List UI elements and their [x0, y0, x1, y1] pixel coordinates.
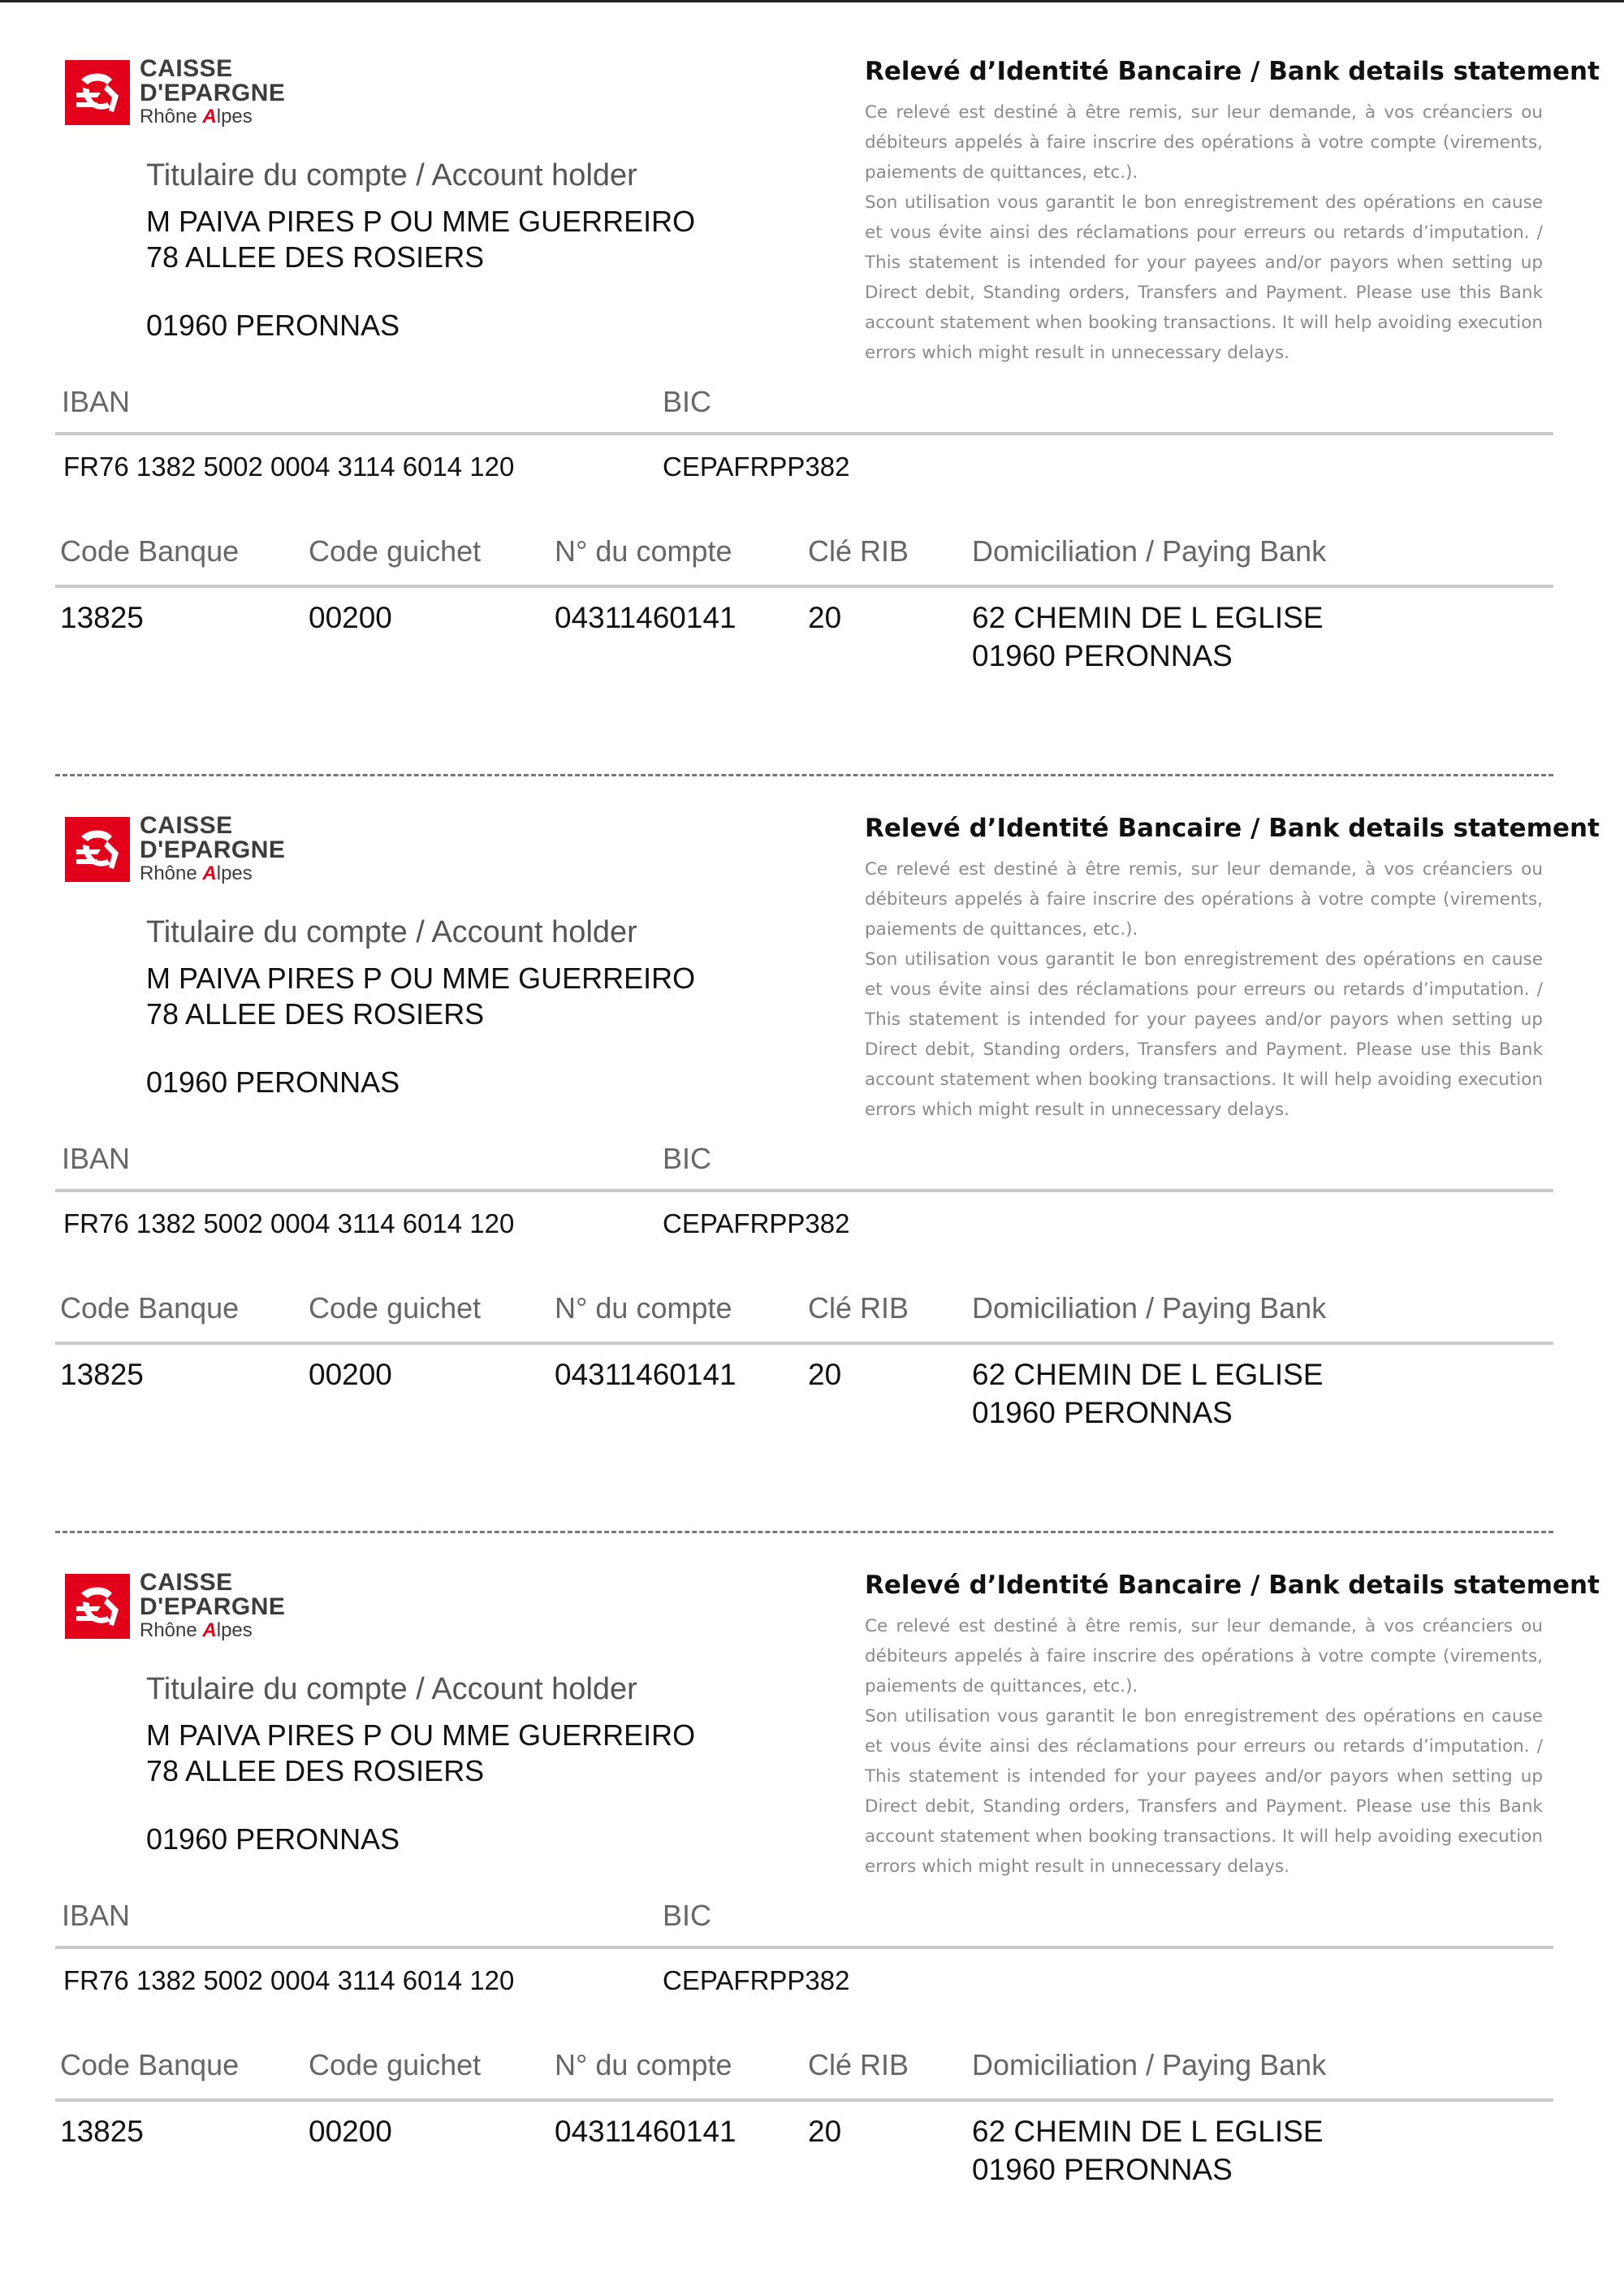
code-banque-value: 13825 — [60, 1358, 144, 1391]
logo-line-3: Rhône Alpes — [140, 862, 253, 884]
paying-bank-header: Domiciliation / Paying Bank — [972, 534, 1327, 568]
statement-paragraph-2: Son utilisation vous garantit le bon enregistrement des opérations en cause et vous évite ainsi des réclamations pour erreurs ou retards d’imputation. / This statement is intended for your payees and/or payors when setting up Direct debit, Standing orders, Transfers and Payment. Please use this Bank account statement when booking transactions. It will help avoiding execution errors which might result in unnecessary delays. — [865, 949, 1543, 1120]
bank-logo — [65, 814, 309, 887]
paying-bank-address-line-1: 62 CHEMIN DE L EGLISE — [972, 1358, 1324, 1391]
code-guichet-value: 00200 — [309, 1358, 392, 1391]
bank-logo — [65, 1571, 309, 1644]
rib-card-2 — [0, 757, 1624, 1472]
account-holder-name: M PAIVA PIRES P OU MME GUERREIRO — [146, 1718, 696, 1752]
statement-paragraph-2: Son utilisation vous garantit le bon enregistrement des opérations en cause et vous évite ainsi des réclamations pour erreurs ou retards d’imputation. / This statement is intended for your payees and/or payors when setting up Direct debit, Standing orders, Transfers and Payment. Please use this Bank account statement when booking transactions. It will help avoiding execution errors which might result in unnecessary delays. — [865, 192, 1543, 363]
logo-line-2: D'EPARGNE — [140, 1593, 286, 1620]
account-holder-address-line-2: 01960 PERONNAS — [146, 1065, 400, 1099]
account-holder-label: Titulaire du compte / Account holder — [146, 1672, 637, 1706]
code-guichet-value: 00200 — [309, 601, 392, 634]
iban-label: IBAN — [62, 385, 131, 418]
account-number-value: 04311460141 — [555, 1358, 736, 1391]
account-number-header: N° du compte — [555, 1291, 732, 1325]
account-holder-name: M PAIVA PIRES P OU MME GUERREIRO — [146, 205, 696, 238]
rib-key-header: Clé RIB — [808, 534, 909, 568]
statement-notice — [865, 854, 1543, 1125]
paying-bank-header: Domiciliation / Paying Bank — [972, 1291, 1327, 1325]
paying-bank-address-line-1: 62 CHEMIN DE L EGLISE — [972, 2115, 1324, 2148]
paying-bank-address-line-1: 62 CHEMIN DE L EGLISE — [972, 601, 1324, 634]
paying-bank-address-line-2: 01960 PERONNAS — [972, 639, 1233, 672]
bic-label: BIC — [663, 1142, 712, 1175]
statement-title: Relevé d’Identité Bancaire / Bank details statement — [865, 814, 1600, 843]
logo-line-3: Rhône Alpes — [140, 1619, 253, 1641]
codes-divider — [55, 1342, 1553, 1345]
iban-label: IBAN — [62, 1899, 131, 1932]
bic-value: CEPAFRPP382 — [663, 452, 850, 482]
statement-paragraph-1: Ce relevé est destiné à être remis, sur leur demande, à vos créanciers ou débiteurs appelés à faire inscrire des opérations à votre compte (virements, paiements de quittances, etc.). — [865, 1616, 1543, 1696]
iban-value: FR76 1382 5002 0004 3114 6014 120 — [63, 1208, 515, 1238]
statement-paragraph-1: Ce relevé est destiné à être remis, sur leur demande, à vos créanciers ou débiteurs appelés à faire inscrire des opérations à votre compte (virements, paiements de quittances, etc.). — [865, 859, 1543, 940]
iban-value: FR76 1382 5002 0004 3114 6014 120 — [63, 452, 515, 482]
paying-bank-header: Domiciliation / Paying Bank — [972, 2048, 1327, 2081]
account-holder-name: M PAIVA PIRES P OU MME GUERREIRO — [146, 962, 696, 995]
rib-key-header: Clé RIB — [808, 2048, 909, 2081]
logo-line-1: CAISSE — [140, 55, 233, 82]
squirrel-logo-icon — [65, 60, 130, 125]
account-number-header: N° du compte — [555, 534, 732, 568]
code-banque-value: 13825 — [60, 601, 144, 634]
code-banque-header: Code Banque — [60, 534, 240, 568]
statement-title: Relevé d’Identité Bancaire / Bank details statement — [865, 1571, 1600, 1600]
account-number-header: N° du compte — [555, 2048, 732, 2081]
bank-logo — [65, 57, 309, 130]
bank-logo-text — [140, 1571, 285, 1640]
account-number-value: 04311460141 — [555, 2115, 736, 2148]
bic-label: BIC — [663, 385, 712, 418]
logo-line-2: D'EPARGNE — [140, 80, 286, 106]
account-holder-address-line-2: 01960 PERONNAS — [146, 1822, 400, 1856]
rib-key-value: 20 — [808, 601, 842, 634]
squirrel-logo-icon — [65, 1574, 130, 1639]
iban-value: FR76 1382 5002 0004 3114 6014 120 — [63, 1965, 515, 1995]
squirrel-logo-icon — [65, 817, 130, 882]
bic-value: CEPAFRPP382 — [663, 1965, 850, 1995]
rib-card-1 — [0, 0, 1624, 715]
bic-label: BIC — [663, 1899, 712, 1932]
code-banque-header: Code Banque — [60, 1291, 240, 1325]
statement-notice — [865, 97, 1543, 368]
account-holder-label: Titulaire du compte / Account holder — [146, 915, 637, 949]
iban-label: IBAN — [62, 1142, 131, 1175]
iban-divider — [55, 1946, 1553, 1949]
statement-title: Relevé d’Identité Bancaire / Bank details statement — [865, 57, 1600, 86]
account-holder-label: Titulaire du compte / Account holder — [146, 158, 637, 192]
bic-value: CEPAFRPP382 — [663, 1208, 850, 1238]
logo-line-2: D'EPARGNE — [140, 836, 286, 863]
codes-divider — [55, 585, 1553, 588]
statement-notice — [865, 1611, 1543, 1882]
rib-key-header: Clé RIB — [808, 1291, 909, 1325]
paying-bank-address-line-2: 01960 PERONNAS — [972, 1396, 1233, 1429]
statement-paragraph-2: Son utilisation vous garantit le bon enregistrement des opérations en cause et vous évite ainsi des réclamations pour erreurs ou retards d’imputation. / This statement is intended for your payees and/or payors when setting up Direct debit, Standing orders, Transfers and Payment. Please use this Bank account statement when booking transactions. It will help avoiding execution errors which might result in unnecessary delays. — [865, 1706, 1543, 1877]
paying-bank-address-line-2: 01960 PERONNAS — [972, 2153, 1233, 2186]
logo-line-3: Rhône Alpes — [140, 106, 253, 127]
account-holder-address-line-1: 78 ALLEE DES ROSIERS — [146, 1754, 485, 1787]
code-guichet-header: Code guichet — [309, 1291, 482, 1325]
rib-key-value: 20 — [808, 1358, 842, 1391]
code-guichet-value: 00200 — [309, 2115, 392, 2148]
bank-logo-text — [140, 57, 285, 127]
account-holder-address-line-1: 78 ALLEE DES ROSIERS — [146, 240, 485, 274]
logo-line-1: CAISSE — [140, 812, 233, 839]
code-banque-value: 13825 — [60, 2115, 144, 2148]
code-banque-header: Code Banque — [60, 2048, 240, 2081]
iban-divider — [55, 432, 1553, 435]
code-guichet-header: Code guichet — [309, 2048, 482, 2081]
account-holder-address-line-2: 01960 PERONNAS — [146, 309, 400, 342]
code-guichet-header: Code guichet — [309, 534, 482, 568]
account-number-value: 04311460141 — [555, 601, 736, 634]
codes-divider — [55, 2098, 1553, 2102]
bank-logo-text — [140, 814, 285, 884]
account-holder-address-line-1: 78 ALLEE DES ROSIERS — [146, 997, 485, 1031]
rib-card-3 — [0, 1514, 1624, 2228]
rib-key-value: 20 — [808, 2115, 842, 2148]
iban-divider — [55, 1189, 1553, 1192]
statement-paragraph-1: Ce relevé est destiné à être remis, sur leur demande, à vos créanciers ou débiteurs appelés à faire inscrire des opérations à votre compte (virements, paiements de quittances, etc.). — [865, 102, 1543, 183]
logo-line-1: CAISSE — [140, 1569, 233, 1596]
